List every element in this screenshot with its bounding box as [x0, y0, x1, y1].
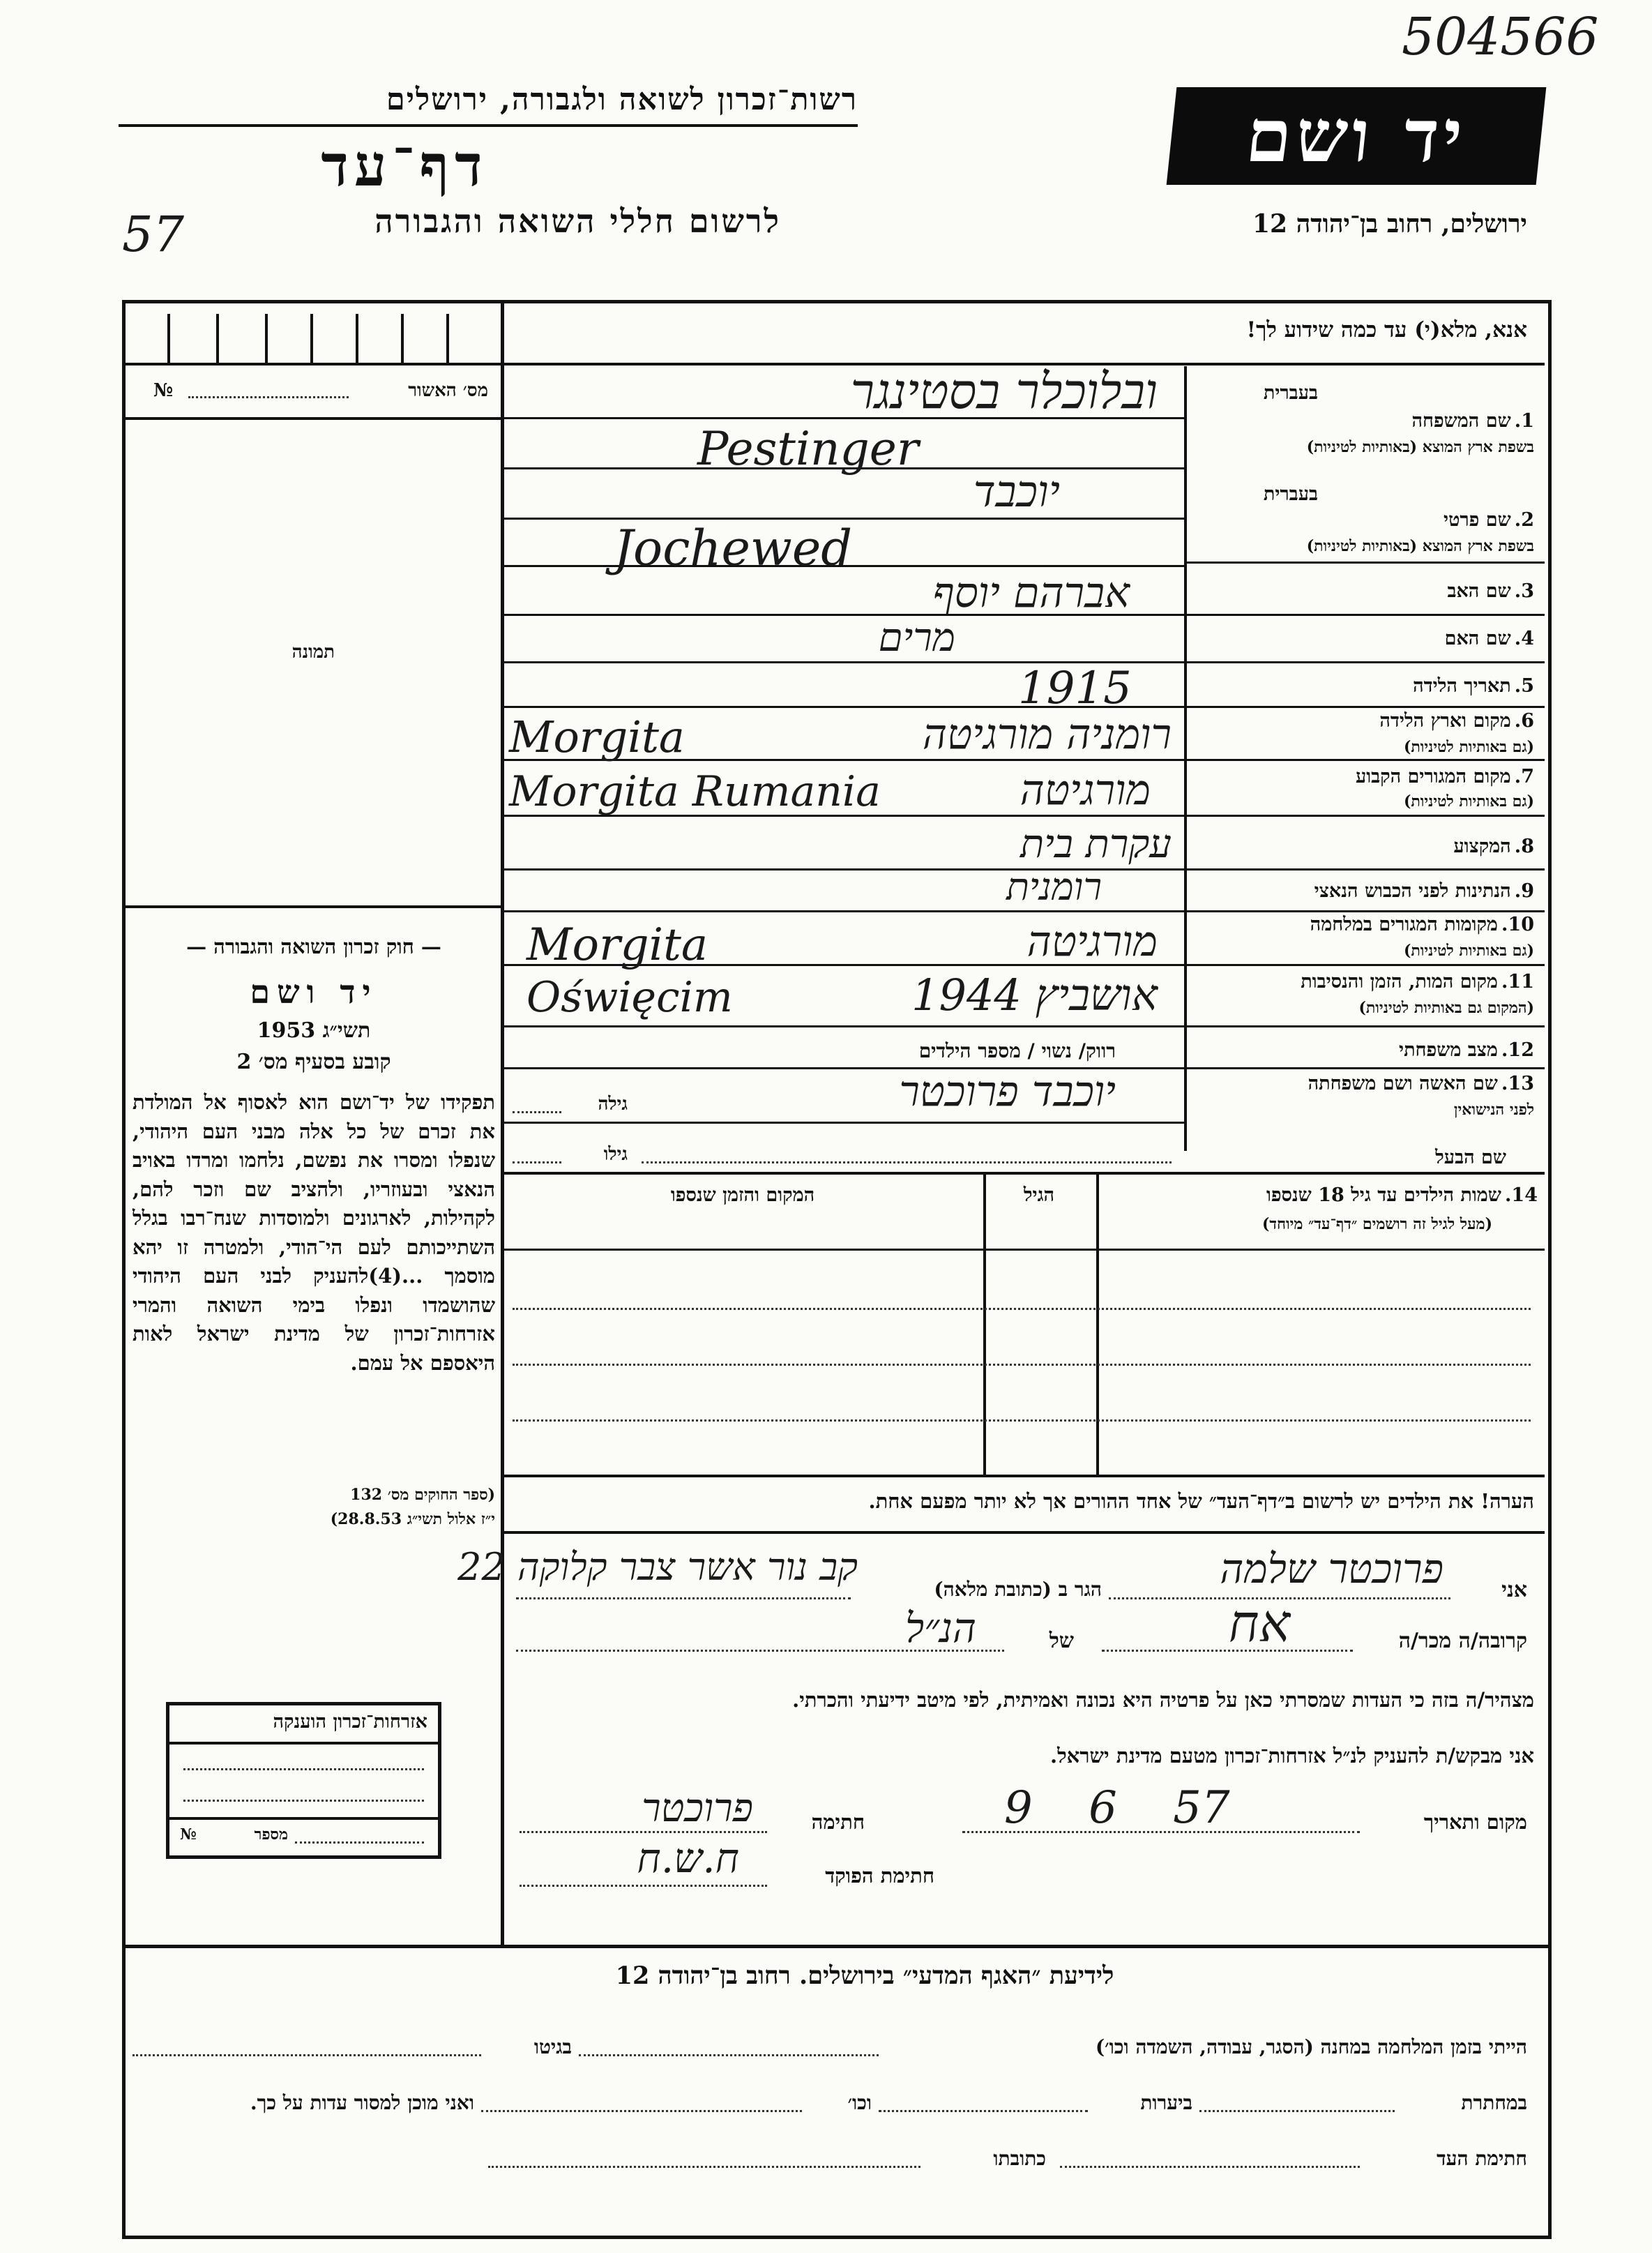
- decl-of-value[interactable]: הנ״ל: [904, 1604, 976, 1652]
- field-3-label: 3. שם האב: [1447, 580, 1534, 602]
- field-5-label: 5. תאריך הלידה: [1413, 675, 1534, 697]
- field-11-value-lat[interactable]: Oświęcim: [526, 973, 733, 1022]
- citizenship-title: אזרחות־זכרון הוענקה: [273, 1711, 427, 1733]
- children-col-place: המקום והזמן שנספו: [670, 1184, 815, 1206]
- remark: הערה! את הילדים יש לרשום ב״דף־העד״ של אחד ההורים אך לא יותר מפעם אחת.: [868, 1489, 1534, 1513]
- husband-age-field[interactable]: [513, 1161, 561, 1163]
- decl-address-line[interactable]: [516, 1597, 851, 1599]
- stamp-ticks: [126, 307, 501, 363]
- field-10-value-lat[interactable]: Morgita: [526, 919, 708, 971]
- law-clause: קובע בסעיף מס׳ 2: [236, 1050, 391, 1074]
- law-title: — חוק זכרון השואה והגבורה —: [186, 935, 441, 958]
- field-1-label: 1. שם המשפחה: [1411, 410, 1534, 432]
- field-3-value[interactable]: אברהם יוסף: [932, 568, 1130, 617]
- field-6-sub: (גם באותיות לטיניות): [1403, 738, 1534, 756]
- footer-line2-a: במחתרת: [1461, 2091, 1527, 2114]
- children-row-3[interactable]: [513, 1419, 1531, 1422]
- field-7-sub: (גם באותיות לטיניות): [1403, 792, 1534, 811]
- children-row-1[interactable]: [513, 1308, 1531, 1310]
- field-6-value-lat[interactable]: Morgita: [509, 711, 685, 762]
- footer-line1-a: הייתי בזמן המלחמה במחנה (הסגר, עבודה, השמדה וכו׳): [1095, 2035, 1527, 2058]
- field-2-sub: בשפת ארץ המוצא (באותיות לטיניות): [1306, 537, 1534, 555]
- field-10-value-he[interactable]: מורגיטה: [1026, 917, 1158, 966]
- footer-line2-field-c[interactable]: [481, 2110, 802, 2112]
- footer-line1-field-a[interactable]: [579, 2054, 879, 2056]
- rule-10: [1187, 964, 1545, 966]
- decl-name[interactable]: פרוכטר שלמה: [1220, 1545, 1443, 1592]
- field-10-sub: (גם באותיות לטיניות): [1403, 942, 1534, 960]
- field-6-label: 6. מקום וארץ הלידה: [1379, 710, 1534, 732]
- officer-signature-line[interactable]: [520, 1885, 767, 1887]
- field-1-sub: בשפת ארץ המוצא (באותיות לטיניות): [1306, 438, 1534, 456]
- signature-line[interactable]: [520, 1831, 767, 1833]
- field-7-value-he[interactable]: מורגיטה: [1020, 766, 1151, 815]
- value-rule-9: [504, 910, 1184, 912]
- archive-number: 504566: [1402, 7, 1599, 67]
- rule-2: [1187, 562, 1545, 564]
- footer-line1-field-b[interactable]: [132, 2054, 481, 2056]
- place-date-label: מקום ותאריך: [1423, 1810, 1527, 1834]
- decl-relation[interactable]: אח: [1228, 1594, 1290, 1654]
- yad-vashem-logo: [1167, 87, 1547, 185]
- field-6-value-he[interactable]: רומניה מורגיטה: [922, 710, 1172, 759]
- field-12-label: 12. מצב משפחתי: [1399, 1039, 1534, 1061]
- decl-statement: מצהיר/ה בזה כי העדות שמסרתי כאן על פרטיה היא נכונה ואמיתית, לפי מיטב ידיעתי והכרתי.: [792, 1688, 1534, 1712]
- value-rule-13: [504, 1122, 1184, 1124]
- children-header-rule: [504, 1249, 1545, 1251]
- husband-age-label: גילו: [603, 1144, 628, 1165]
- field-1-value-lat[interactable]: Pestinger: [697, 422, 919, 476]
- rule-7: [1187, 815, 1545, 817]
- footer-line3-field-b[interactable]: [488, 2166, 920, 2168]
- signature-value[interactable]: פרוכטר: [642, 1786, 753, 1831]
- authority-name: רשות־זכרון לשואה ולגבורה, ירושלים: [386, 82, 858, 117]
- logo-text: יד ושם: [1242, 93, 1471, 179]
- field-13-sub: לפני הנישואין: [1453, 1101, 1534, 1119]
- children-col-divider-1: [1096, 1175, 1099, 1475]
- field-7-label: 7. מקום המגורים הקבוע: [1355, 766, 1534, 788]
- decl-address[interactable]: קב נור אשר צבר קלוקה 22: [457, 1545, 858, 1589]
- instruction: אנא, מלא(י) עד כמה שידוע לך!: [1246, 317, 1527, 342]
- field-2-label: 2. שם פרטי: [1443, 509, 1534, 531]
- decl-ani: אני: [1501, 1578, 1527, 1602]
- form-subtitle: לרשום חללי השואה והגבורה: [374, 202, 781, 240]
- photo-label: תמונה: [291, 642, 335, 663]
- field-9-label: 9. הנתינות לפני הכבוש הנאצי: [1314, 880, 1534, 902]
- footer-line2-b: ביערות: [1140, 2091, 1192, 2114]
- field-4-value[interactable]: מרים: [878, 615, 955, 661]
- footer-line2-d: ואני מוכן למסור עדות על כך.: [250, 2091, 474, 2114]
- approval-rule: [126, 417, 501, 420]
- children-bottom-rule: [504, 1475, 1545, 1477]
- husband-name-field[interactable]: [642, 1161, 1172, 1163]
- field-9-value[interactable]: רומנית: [1006, 865, 1102, 909]
- margin-note: 57: [122, 206, 185, 263]
- field-2-value-lat[interactable]: Jochewed: [614, 520, 853, 577]
- footer-line1-b: בגיטו: [533, 2035, 572, 2058]
- hebrew-label-2: בעברית: [1263, 483, 1318, 505]
- field-11-sub: (המקום גם באותיות לטיניות): [1358, 999, 1534, 1017]
- decl-request: אני מבקש/ת להעניק לנ״ל אזרחות־זכרון מטעם מדינת ישראל.: [1050, 1744, 1534, 1768]
- wife-age-label: גילה: [598, 1094, 628, 1115]
- field-11-value-he[interactable]: אושביץ 1944: [911, 970, 1158, 1020]
- law-text: תפקידו של יד־ושם הוא לאסוף אל המולדת את זכרם של כל אלה מבני העם היהודי, שנפלו ומסרו את נפשם, נלחמו ומרדו באויב הנאצי ובעוזריו, ולהציב שם וזכר להם, לקהילות, לארגונים ולמוסדות שנח־רבו בגלל השתייכותם לעם הי־הודי, ולמטרה זו יהא מוסמך ...(4)להעניק לבני העם היהודי שהושמדו ונפלו בימי השואה והמרי אזרחות־זכרון של מדינת ישראל לאות היאספם אל עמם.: [132, 1090, 495, 1375]
- law-name: יד ושם: [250, 973, 378, 1011]
- place-date-value[interactable]: 9 6 57: [1004, 1782, 1230, 1834]
- address: ירושלים, רחוב בן־יהודה 12: [1252, 209, 1527, 239]
- value-rule-14: [504, 1172, 1545, 1175]
- signature-label: חתימה: [811, 1810, 865, 1834]
- authority-underline: [119, 124, 858, 127]
- citizenship-no-label: מספר: [254, 1825, 288, 1844]
- value-rule-11: [504, 1025, 1184, 1027]
- field-13-value[interactable]: יוכבד פרוכטר: [899, 1067, 1116, 1116]
- field-12-value: רווק/ נשוי / מספר הילדים: [918, 1039, 1116, 1062]
- rule-6: [1187, 759, 1545, 761]
- approval-no-label: מס׳ האשור: [408, 380, 488, 401]
- rule-8: [1187, 868, 1545, 871]
- footer-rule: [122, 1945, 1548, 1948]
- rule-11: [1187, 1025, 1545, 1027]
- footer-line2-c: וכו׳: [847, 2091, 872, 2114]
- rule-3: [1187, 614, 1545, 616]
- field-10-label: 10. מקומות המגורים במלחמה: [1310, 914, 1534, 935]
- field-5-value[interactable]: 1915: [1018, 663, 1132, 714]
- husband-name-label: שם הבעל: [1435, 1147, 1506, 1168]
- field-13-label: 13. שם האשה ושם משפחתה: [1308, 1073, 1534, 1094]
- citizenship-line-2[interactable]: [183, 1800, 424, 1802]
- stamp-rule: [126, 363, 501, 366]
- children-note: (מעל לגיל זה רושמים ״דף־עד״ מיוחד): [1261, 1215, 1492, 1233]
- field-7-value-lat[interactable]: Morgita Rumania: [509, 767, 881, 816]
- hebrew-label-1: בעברית: [1263, 382, 1318, 404]
- children-col-divider-2: [983, 1175, 986, 1475]
- officer-signature-value[interactable]: ח.ש.ח: [637, 1834, 739, 1882]
- decl-relative-label: קרובה/ה מכר/ה: [1398, 1629, 1527, 1653]
- rule-5: [1187, 706, 1545, 708]
- law-ref-1: (ספר החוקים מס׳ 132: [350, 1486, 495, 1504]
- rule-4: [1187, 661, 1545, 663]
- citizenship-line-1[interactable]: [183, 1768, 424, 1770]
- field-8-value[interactable]: עקרת בית: [1020, 822, 1172, 867]
- rule-12: [1187, 1067, 1545, 1069]
- footer-line3-a: חתימת העד: [1437, 2147, 1527, 2170]
- field-4-label: 4. שם האם: [1444, 628, 1534, 649]
- children-row-2[interactable]: [513, 1364, 1531, 1366]
- approval-no-field[interactable]: [188, 396, 349, 398]
- children-label: 14. שמות הילדים עד גיל 18 שנספו: [1266, 1184, 1538, 1206]
- footer-title: לידיעת ״האגף המדעי״ בירושלים. רחוב בן־יהודה 12: [615, 1961, 1114, 1990]
- children-col-age: הגיל: [1023, 1184, 1055, 1206]
- rule-9: [1187, 910, 1545, 912]
- citizenship-no-symbol: №: [180, 1825, 197, 1844]
- field-1-value-he[interactable]: ובלוכלר בסטינגר: [850, 363, 1158, 420]
- decl-of-label: של: [1049, 1629, 1074, 1653]
- form-title: דף־עד: [321, 133, 488, 199]
- footer-line3-field-a[interactable]: [1060, 2166, 1360, 2168]
- law-ref-2: י״ז אלול תשי״ג 28.8.53): [330, 1510, 495, 1528]
- officer-signature-label: חתימת הפוקד: [825, 1864, 934, 1887]
- field-11-label: 11. מקום המות, הזמן והנסיבות: [1301, 971, 1534, 993]
- field-2-value-he[interactable]: יוכבד: [973, 466, 1060, 517]
- photo-rule: [126, 905, 501, 908]
- field-8-label: 8. המקצוע: [1453, 836, 1534, 857]
- approval-no-symbol: №: [153, 380, 174, 401]
- citizenship-box: [166, 1702, 441, 1859]
- decl-resides-label: הגר ב (כתובת מלאה): [934, 1578, 1102, 1601]
- law-year: תשי״ג 1953: [257, 1018, 371, 1043]
- citizenship-no-field[interactable]: [295, 1841, 424, 1844]
- footer-line3-b: כתובתו: [993, 2147, 1046, 2170]
- remark-rule: [504, 1531, 1545, 1534]
- footer-line2-field-a[interactable]: [1199, 2110, 1395, 2112]
- footer-line2-field-b[interactable]: [879, 2110, 1088, 2112]
- wife-age-field[interactable]: [513, 1111, 561, 1113]
